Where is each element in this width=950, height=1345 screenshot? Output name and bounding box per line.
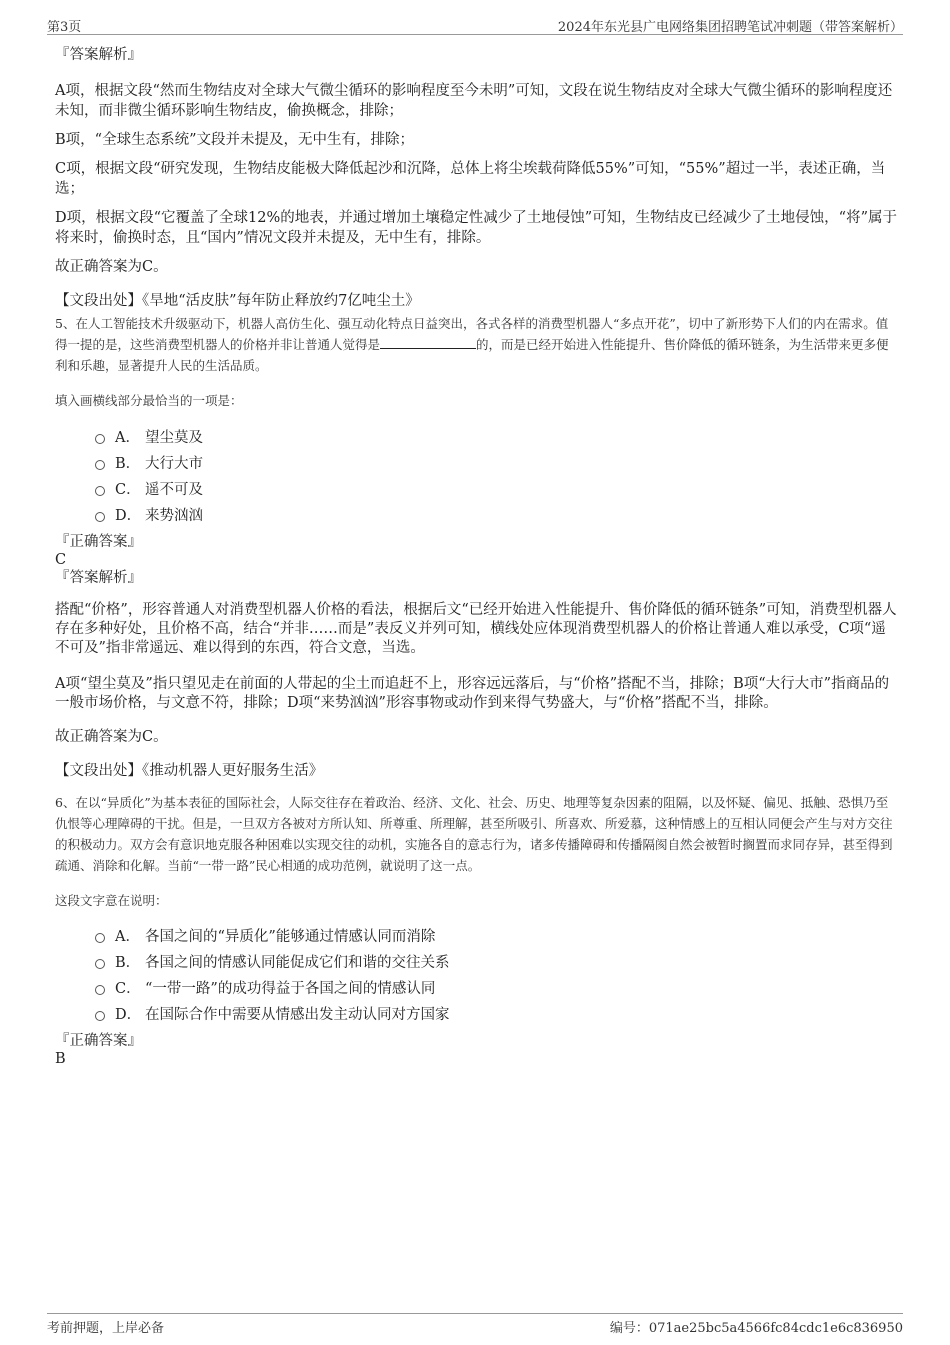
radio-icon[interactable] bbox=[95, 512, 105, 522]
question-5-stem: 5、在人工智能技术升级驱动下，机器人高仿生化、强互动化特点日益突出，各式各样的消费型机器人“多点开花”，切中了新形势下人们的内在需求。值得一提的是，这些消费型机器人的价格并非让普通人觉得是 的，而是已经开始进入性能提升、售价降低的循环链条，为生活带来更多便利和乐趣，显著提升人民的生活品质。 bbox=[55, 316, 889, 373]
radio-icon[interactable] bbox=[95, 460, 105, 470]
analysis-paragraph-a: A项，根据文段“然而生物结皮对全球大气微尘循环的影响程度至今未明”可知，文段在说生物结皮对全球大气微尘循环的影响程度还未知，而非微尘循环影响生物结皮，偷换概念，排除； bbox=[55, 83, 893, 119]
footer-slogan: 考前押题，上岸必备 bbox=[47, 1321, 165, 1336]
correct-answer-label: 『正确答案』 bbox=[55, 534, 142, 550]
question-5-prompt: 填入画横线部分最恰当的一项是： bbox=[55, 393, 243, 408]
radio-icon[interactable] bbox=[95, 434, 105, 444]
radio-icon[interactable] bbox=[95, 985, 105, 995]
option-d[interactable]: D． 在国际合作中需要从情感出发主动认同对方国家 bbox=[95, 1002, 900, 1028]
source-citation: 【文段出处】《推动机器人更好服务生活》 bbox=[55, 763, 324, 779]
option-b[interactable]: B． 大行大市 bbox=[95, 451, 900, 477]
question-6-stem: 6、在以“异质化”为基本表征的国际社会，人际交往存在着政治、经济、文化、社会、历史、地理等复杂因素的阻隔，以及怀疑、偏见、抵触、恐惧乃至仇恨等心理障碍的干扰。但是，一旦双方各被对方所认知、所尊重、所理解，甚至所吸引、所喜欢、所爱慕，这种情感上的互相认同便会产生与对方交往的积极动力。双方会有意识地克服各种困难以实现交往的动机，实施各自的意志行为，诸多传播障碍和传播隔阂自然会被暂时搁置而求同存异，甚至得到疏通、消除和化解。当前“一带一路”民心相通的成功范例，就说明了这一点。 bbox=[55, 795, 893, 873]
document-serial: 编号：071ae25bc5a4566fc84cdc1e6c836950 bbox=[609, 1321, 903, 1336]
document-title: 2024年东光县广电网络集团招聘笔试冲刺题（带答案解析） bbox=[557, 20, 903, 35]
page-footer bbox=[47, 1313, 903, 1336]
correct-answer-value: B bbox=[55, 1051, 66, 1067]
page-number: 第3页 bbox=[47, 20, 82, 35]
option-c[interactable]: C． 遥不可及 bbox=[95, 477, 900, 503]
analysis-paragraph-2: A项“望尘莫及”指只望见走在前面的人带起的尘土而追赶不上，形容远远落后，与“价格”搭配不当，排除；B项“大行大市”指商品的一般市场价格，与文意不符，排除；D项“来势汹汹”形容事物或动作到来得气势盛大，与“价格”搭配不当，排除。 bbox=[55, 676, 890, 711]
option-a[interactable]: A． 望尘莫及 bbox=[95, 425, 900, 451]
analysis-paragraph-b: B项，“全球生态系统”文段并未提及，无中生有，排除； bbox=[55, 132, 414, 148]
question-6-options bbox=[95, 924, 900, 1028]
source-citation: 【文段出处】《旱地“活皮肤”每年防止释放约7亿吨尘土》 bbox=[55, 293, 420, 309]
page-header bbox=[47, 14, 903, 35]
analysis-paragraph-d: D项，根据文段“它覆盖了全球12%的地表，并通过增加土壤稳定性减少了土地侵蚀”可知，生物结皮已经减少了土地侵蚀，“将”属于将来时，偷换时态，且“国内”情况文段并未提及，无中生有，排除。 bbox=[55, 210, 898, 246]
answer-conclusion: 故正确答案为C。 bbox=[55, 259, 168, 275]
radio-icon[interactable] bbox=[95, 933, 105, 943]
answer-conclusion: 故正确答案为C。 bbox=[55, 729, 168, 745]
option-c[interactable]: C． “一带一路”的成功得益于各国之间的情感认同 bbox=[95, 976, 900, 1002]
correct-answer-value: C bbox=[55, 552, 67, 568]
analysis-label: 『答案解析』 bbox=[55, 47, 142, 63]
option-d[interactable]: D． 来势汹汹 bbox=[95, 503, 900, 529]
question-5-options bbox=[95, 425, 900, 529]
analysis-label: 『答案解析』 bbox=[55, 570, 142, 586]
option-a[interactable]: A． 各国之间的“异质化”能够通过情感认同而消除 bbox=[95, 924, 900, 950]
fill-blank bbox=[380, 336, 476, 349]
correct-answer-label: 『正确答案』 bbox=[55, 1033, 142, 1049]
page-content bbox=[55, 44, 900, 1068]
analysis-paragraph-1: 搭配“价格”，形容普通人对消费型机器人价格的看法，根据后文“已经开始进入性能提升、售价降低的循环链条”可知，消费型机器人存在多种好处，且价格不高，结合“并非……而是”表反义并列可知，横线处应体现消费型机器人的价格让普通人难以承受，C项“遥不可及”指非常遥远、难以得到的东西，符合文意，当选。 bbox=[55, 602, 897, 656]
option-b[interactable]: B． 各国之间的情感认同能促成它们和谐的交往关系 bbox=[95, 950, 900, 976]
analysis-paragraph-c: C项，根据文段“研究发现，生物结皮能极大降低起沙和沉降，总体上将尘埃载荷降低55%”可知，“55%”超过一半，表述正确，当选； bbox=[55, 161, 886, 197]
radio-icon[interactable] bbox=[95, 1011, 105, 1021]
question-6-prompt: 这段文字意在说明： bbox=[55, 893, 168, 908]
radio-icon[interactable] bbox=[95, 486, 105, 496]
radio-icon[interactable] bbox=[95, 959, 105, 969]
